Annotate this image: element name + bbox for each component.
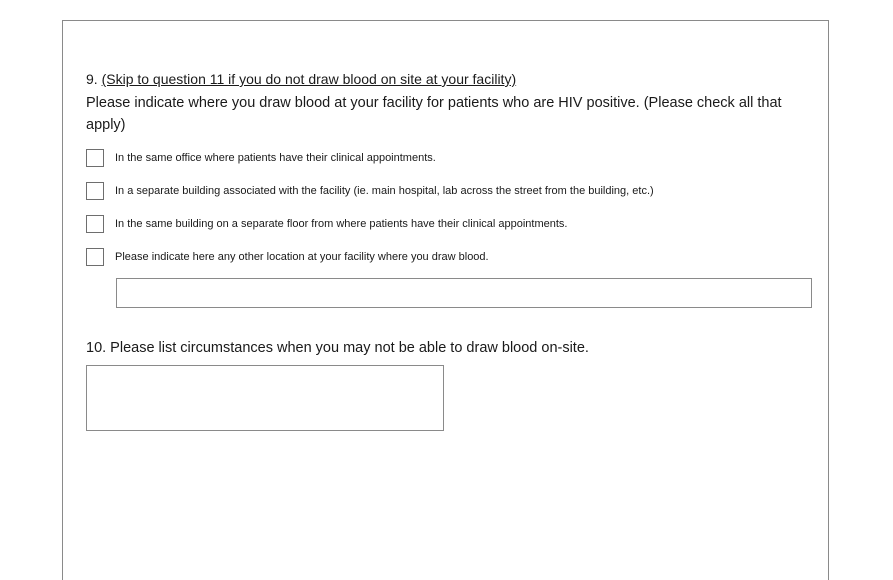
question-9-header bbox=[86, 70, 516, 88]
checkbox-other-location[interactable] bbox=[86, 248, 104, 266]
question-9-prompt: Please indicate where you draw blood at your facility for patients who are HIV positive. (Please check all that apply) bbox=[86, 95, 782, 133]
option-separate-building[interactable] bbox=[86, 181, 654, 201]
question-10-answer-textarea[interactable] bbox=[86, 365, 444, 431]
option-separate-floor[interactable] bbox=[86, 214, 567, 234]
question-9-skip-instruction: (Skip to question 11 if you do not draw blood on site at your facility) bbox=[101, 71, 517, 87]
question-9-number: 9. bbox=[86, 71, 98, 87]
question-10-prompt: 10. Please list circumstances when you may not be able to draw blood on-site. bbox=[86, 340, 589, 356]
option-same-office[interactable] bbox=[86, 148, 436, 168]
option-label: Please indicate here any other location at your facility where you draw blood. bbox=[115, 251, 489, 263]
option-other-location[interactable] bbox=[86, 247, 489, 267]
option-label: In the same office where patients have their clinical appointments. bbox=[115, 152, 436, 164]
checkbox-same-office[interactable] bbox=[86, 149, 104, 167]
option-label: In the same building on a separate floor from where patients have their clinical appointments. bbox=[115, 218, 568, 230]
other-location-input[interactable] bbox=[116, 278, 812, 308]
checkbox-separate-building[interactable] bbox=[86, 182, 104, 200]
checkbox-separate-floor[interactable] bbox=[86, 215, 104, 233]
option-label: In a separate building associated with the facility (ie. main hospital, lab across the street from the building, etc.) bbox=[115, 185, 654, 197]
